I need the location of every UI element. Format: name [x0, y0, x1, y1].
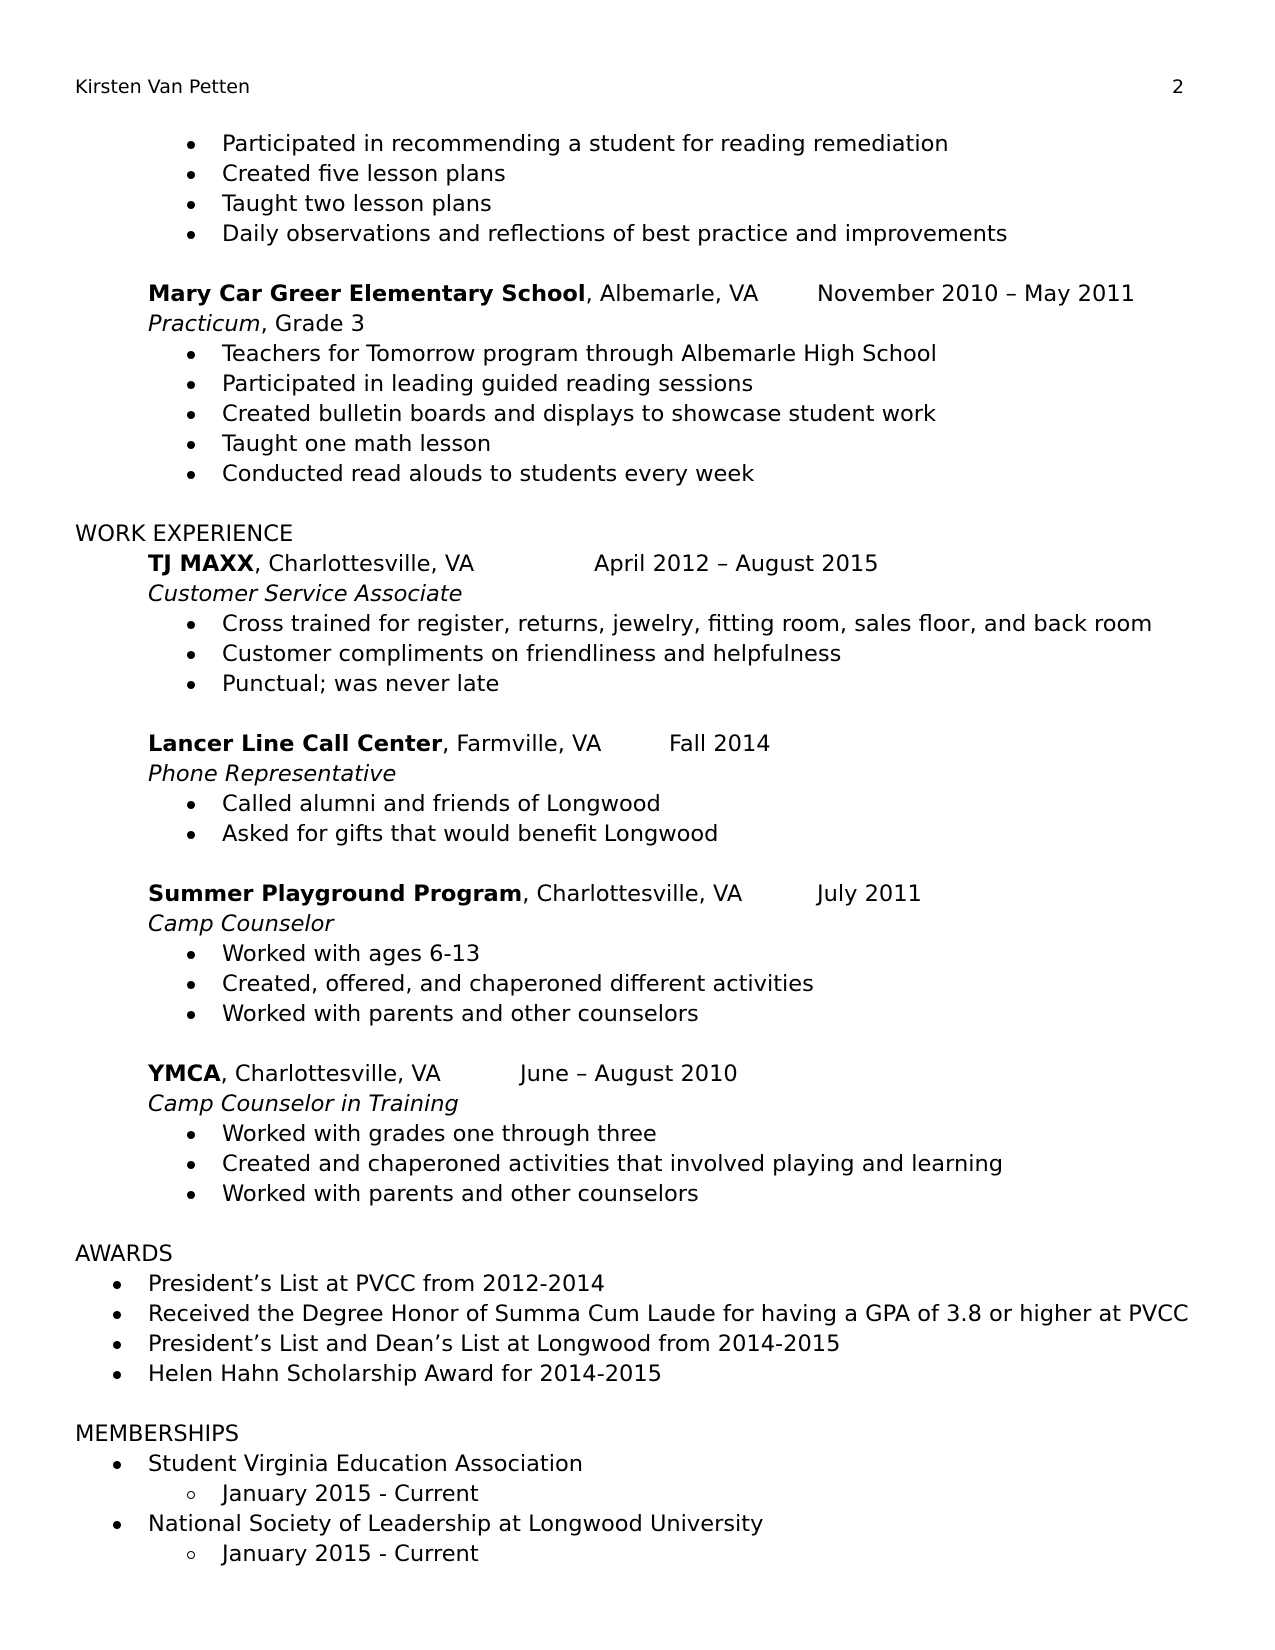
bullet-icon — [187, 381, 195, 389]
entry-heading-playground — [148, 883, 742, 906]
role-detail: , Grade 3 — [260, 311, 365, 337]
employer-location: , Charlottesville, VA — [254, 551, 475, 577]
entry-dates: April 2012 – August 2015 — [594, 551, 879, 577]
entry-dates: June – August 2010 — [520, 1061, 738, 1087]
award-item: President’s List at PVCC from 2012-2014 — [148, 1271, 605, 1297]
bullet-icon — [187, 1131, 195, 1139]
sub-bullet-circle-icon — [187, 1551, 195, 1559]
bullet-icon — [187, 231, 195, 239]
list-item: Created bulletin boards and displays to showcase student work — [222, 401, 937, 427]
employer-name: Summer Playground Program — [148, 881, 523, 907]
entry-dates: Fall 2014 — [669, 731, 771, 757]
award-item: President’s List and Dean’s List at Longwood from 2014-2015 — [148, 1331, 841, 1357]
bullet-icon — [187, 141, 195, 149]
bullet-icon — [113, 1281, 121, 1289]
entry-role: Customer Service Associate — [148, 581, 463, 607]
header-name: Kirsten Van Petten — [75, 76, 251, 98]
bullet-icon — [187, 621, 195, 629]
bullet-icon — [187, 801, 195, 809]
list-item: Worked with ages 6-13 — [222, 941, 481, 967]
list-item: Teachers for Tomorrow program through Albemarle High School — [222, 341, 937, 367]
bullet-icon — [187, 411, 195, 419]
entry-dates: November 2010 – May 2011 — [817, 281, 1135, 307]
bullet-icon — [187, 981, 195, 989]
employer-location: , Charlottesville, VA — [522, 881, 743, 907]
role-title: Practicum — [148, 311, 261, 337]
entry-role: Phone Representative — [148, 761, 397, 787]
membership-item: National Society of Leadership at Longwood University — [148, 1511, 764, 1537]
employer-name: Lancer Line Call Center — [148, 731, 443, 757]
bullet-icon — [187, 1191, 195, 1199]
award-item: Helen Hahn Scholarship Award for 2014-2015 — [148, 1361, 662, 1387]
bullet-icon — [187, 681, 195, 689]
list-item: Worked with parents and other counselors — [222, 1181, 699, 1207]
list-item: Taught one math lesson — [222, 431, 492, 457]
list-item: Created and chaperoned activities that involved playing and learning — [222, 1151, 1004, 1177]
list-item: Created, offered, and chaperoned different activities — [222, 971, 814, 997]
list-item: Called alumni and friends of Longwood — [222, 791, 661, 817]
entry-heading-tjmaxx — [148, 553, 474, 576]
bullet-icon — [187, 471, 195, 479]
entry-role: Camp Counselor — [148, 911, 334, 937]
section-heading-awards: AWARDS — [75, 1241, 173, 1267]
employer-location: , Albemarle, VA — [585, 281, 759, 307]
bullet-icon — [113, 1461, 121, 1469]
entry-role: Camp Counselor in Training — [148, 1091, 459, 1117]
award-item: Received the Degree Honor of Summa Cum Laude for having a GPA of 3.8 or higher at PVCC — [148, 1301, 1189, 1327]
bullet-icon — [187, 351, 195, 359]
section-heading-work: WORK EXPERIENCE — [75, 521, 294, 547]
list-item: Asked for gifts that would benefit Longwood — [222, 821, 719, 847]
list-item: Participated in recommending a student for reading remediation — [222, 131, 949, 157]
bullet-icon — [187, 951, 195, 959]
bullet-icon — [187, 651, 195, 659]
list-item: Participated in leading guided reading sessions — [222, 371, 754, 397]
bullet-icon — [187, 201, 195, 209]
bullet-icon — [187, 1161, 195, 1169]
bullet-icon — [113, 1311, 121, 1319]
entry-heading-ymca — [148, 1063, 441, 1086]
employer-location: , Charlottesville, VA — [220, 1061, 441, 1087]
list-item: Punctual; was never late — [222, 671, 500, 697]
list-item: Created five lesson plans — [222, 161, 506, 187]
membership-detail: January 2015 - Current — [222, 1481, 479, 1507]
bullet-icon — [113, 1521, 121, 1529]
list-item: Daily observations and reflections of best practice and improvements — [222, 221, 1008, 247]
list-item: Worked with parents and other counselors — [222, 1001, 699, 1027]
bullet-icon — [187, 171, 195, 179]
entry-heading-greer — [148, 283, 758, 306]
list-item: Conducted read alouds to students every week — [222, 461, 755, 487]
entry-dates: July 2011 — [817, 881, 922, 907]
employer-name: YMCA — [148, 1061, 221, 1087]
sub-bullet-circle-icon — [187, 1491, 195, 1499]
bullet-icon — [187, 1011, 195, 1019]
employer-name: Mary Car Greer Elementary School — [148, 281, 586, 307]
entry-heading-lancer — [148, 733, 601, 756]
list-item: Customer compliments on friendliness and helpfulness — [222, 641, 842, 667]
membership-item: Student Virginia Education Association — [148, 1451, 583, 1477]
employer-name: TJ MAXX — [148, 551, 255, 577]
section-heading-memberships: MEMBERSHIPS — [75, 1421, 240, 1447]
employer-location: , Farmville, VA — [442, 731, 602, 757]
membership-detail: January 2015 - Current — [222, 1541, 479, 1567]
entry-role — [148, 313, 365, 336]
bullet-icon — [187, 831, 195, 839]
page-number: 2 — [1172, 76, 1185, 98]
bullet-icon — [113, 1341, 121, 1349]
bullet-icon — [187, 441, 195, 449]
list-item: Worked with grades one through three — [222, 1121, 657, 1147]
list-item: Taught two lesson plans — [222, 191, 492, 217]
list-item: Cross trained for register, returns, jewelry, fitting room, sales floor, and back room — [222, 611, 1153, 637]
bullet-icon — [113, 1371, 121, 1379]
